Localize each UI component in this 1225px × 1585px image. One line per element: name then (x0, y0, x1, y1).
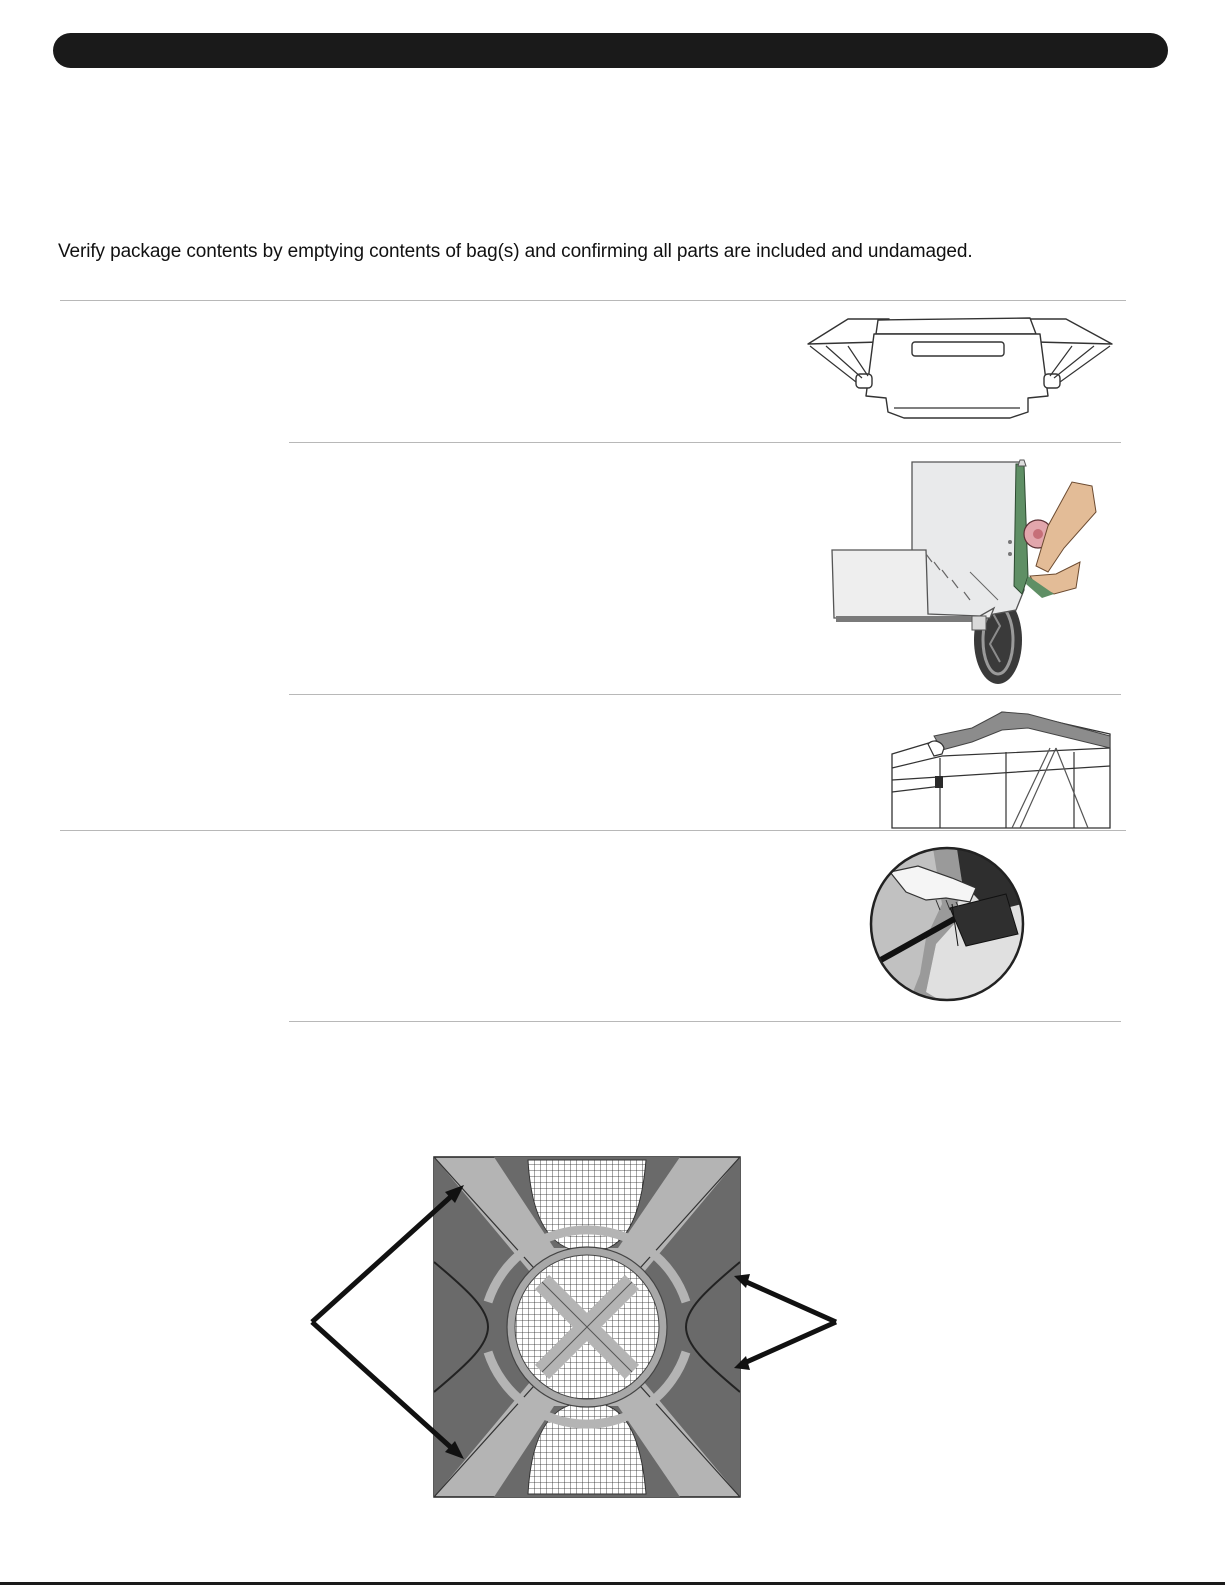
canopy-cover-illustration (888, 708, 1114, 832)
divider-step4 (289, 1021, 1121, 1022)
header-bar (53, 33, 1168, 68)
divider-step2 (289, 694, 1121, 695)
intro-text: Verify package contents by emptying contents of bag(s) and confirming all parts are included and undamaged. (58, 241, 973, 262)
canopy-top-view-illustration (306, 1152, 842, 1504)
pole-insert-closeup-illustration (866, 842, 1030, 1010)
divider-step1 (289, 442, 1121, 443)
folded-frame-illustration (804, 312, 1116, 422)
divider-top (60, 300, 1126, 301)
trailer-taping-illustration (830, 458, 1100, 686)
